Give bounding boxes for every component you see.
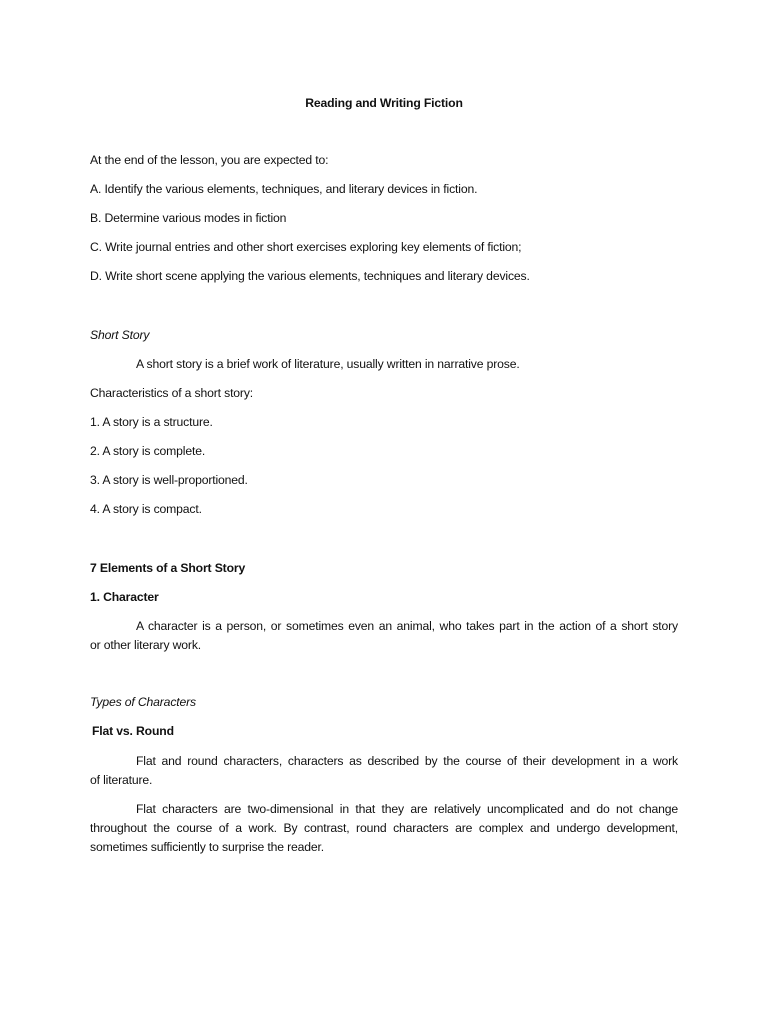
section-heading-elements: 7 Elements of a Short Story [90, 561, 246, 575]
subheading-flat-round: Flat vs. Round [92, 724, 174, 738]
characteristic-item: 1. A story is a structure. [90, 415, 213, 429]
objectives-intro: At the end of the lesson, you are expected to: [90, 153, 329, 167]
section-heading-types: Types of Characters [90, 695, 196, 709]
flat-round-paragraph-line: sometimes sufficiently to surprise the reader. [90, 840, 325, 854]
characteristic-item: 3. A story is well-proportioned. [90, 473, 248, 487]
short-story-definition: A short story is a brief work of literature, usually written in narrative prose. [136, 357, 520, 371]
flat-round-paragraph-line: throughout the course of a work. By contrast, round characters are complex and undergo development, [90, 821, 678, 835]
objective-item: B. Determine various modes in fiction [90, 211, 287, 225]
character-definition-line: or other literary work. [90, 638, 202, 652]
objective-item: D. Write short scene applying the various elements, techniques and literary devices. [90, 269, 530, 283]
characteristic-item: 2. A story is complete. [90, 444, 206, 458]
objective-item: C. Write journal entries and other short exercises exploring key elements of fiction; [90, 240, 522, 254]
flat-round-paragraph-line: Flat characters are two-dimensional in that they are relatively uncomplicated and do not change [136, 802, 678, 816]
flat-round-paragraph-line: Flat and round characters, characters as described by the course of their development in a work [136, 754, 678, 768]
section-heading-short-story: Short Story [90, 328, 150, 342]
subheading-character: 1. Character [90, 590, 159, 604]
characteristic-item: 4. A story is compact. [90, 502, 202, 516]
characteristics-heading: Characteristics of a short story: [90, 386, 254, 400]
flat-round-paragraph-line: of literature. [90, 773, 153, 787]
character-definition-line: A character is a person, or sometimes even an animal, who takes part in the action of a short story [136, 619, 678, 633]
page-title: Reading and Writing Fiction [305, 96, 463, 110]
objective-item: A. Identify the various elements, techniques, and literary devices in fiction. [90, 182, 478, 196]
